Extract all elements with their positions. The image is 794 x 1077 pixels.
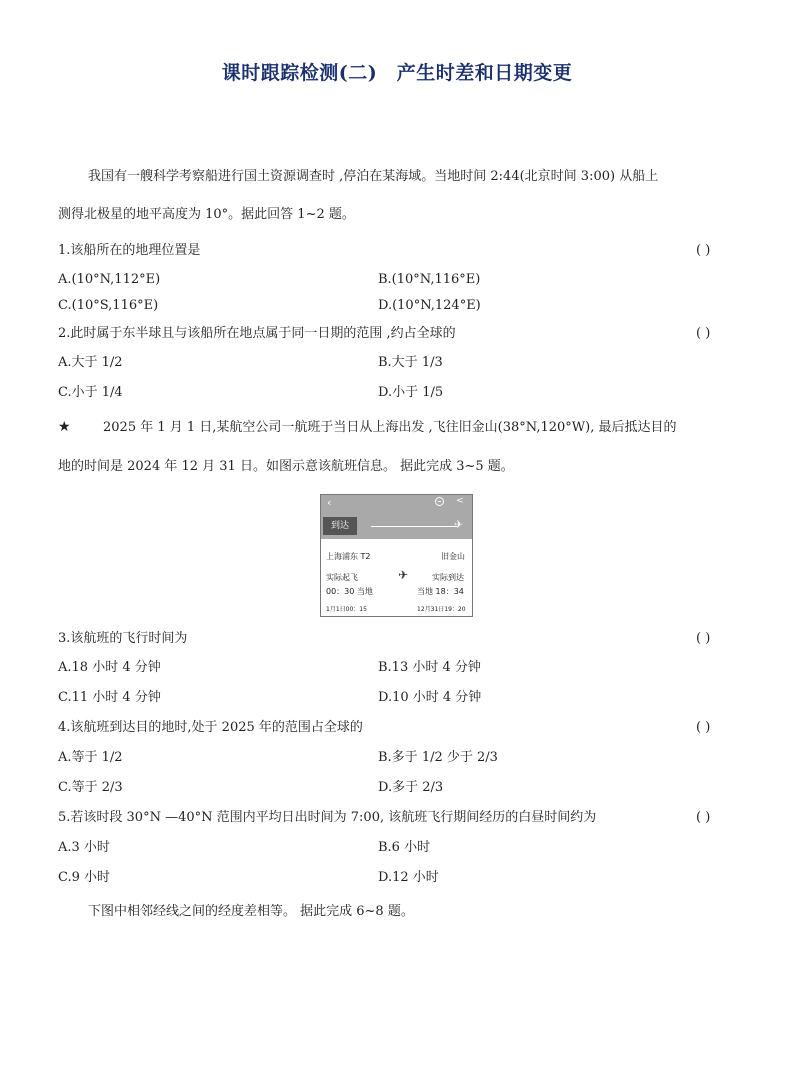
passage-2-line-2: 地的时间是 2024 年 12 月 31 日。如图示意该航班信息。 据此完成 3~5 题。 <box>58 459 514 474</box>
origin-airport: 上海浦东 T2 <box>326 552 371 561</box>
q5-option-c: C.9 小时 <box>58 870 111 885</box>
q2-option-a: A.大于 1/2 <box>58 355 123 370</box>
arrival-label: 实际到达 <box>432 573 464 582</box>
q5-option-a: A.3 小时 <box>58 840 110 855</box>
q1-option-c: C.(10°S,116°E) <box>58 298 159 313</box>
plane-icon: ✈ <box>454 518 464 531</box>
arrive-tag: 到达 <box>323 517 357 535</box>
arrival-time: 当地 18：34 <box>417 587 464 596</box>
q4-option-a: A.等于 1/2 <box>58 750 123 765</box>
plane-icon: ✈ <box>398 568 409 582</box>
card-header <box>321 495 472 539</box>
arrival-date: 12月31日19：20 <box>417 606 466 613</box>
q2-option-b: B.大于 1/3 <box>378 355 443 370</box>
q3-option-a: A.18 小时 4 分钟 <box>58 660 161 675</box>
route-line <box>371 526 457 527</box>
q2-option-c: C.小于 1/4 <box>58 385 123 400</box>
page-title: 课时跟踪检测(二) 产生时差和日期变更 <box>221 62 573 84</box>
passage-2-line-1: 2025 年 1 月 1 日,某航空公司一航班于当日从上海出发 ,飞往旧金山(38°N,120°W), 最后抵达目的 <box>103 420 677 435</box>
flight-info-card <box>320 494 473 617</box>
q4-option-c: C.等于 2/3 <box>58 780 123 795</box>
answer-bracket: ( ) <box>696 720 711 735</box>
q4-option-b: B.多于 1/2 少于 2/3 <box>378 750 498 765</box>
q3-option-d: D.10 小时 4 分钟 <box>378 690 482 705</box>
back-icon: ‹ <box>327 496 332 509</box>
q1-option-d: D.(10°N,124°E) <box>378 298 481 313</box>
share-icon: < <box>456 496 464 506</box>
q5-option-b: B.6 小时 <box>378 840 431 855</box>
q5-option-d: D.12 小时 <box>378 870 439 885</box>
q2-option-d: D.小于 1/5 <box>378 385 444 400</box>
q1-option-b: B.(10°N,116°E) <box>378 272 481 287</box>
departure-date: 1月1日00：15 <box>326 606 367 613</box>
departure-label: 实际起飞 <box>326 573 358 582</box>
passage-3: 下图中相邻经线之间的经度差相等。 据此完成 6~8 题。 <box>88 904 414 919</box>
answer-bracket: ( ) <box>696 326 711 341</box>
question-5-stem: 5.若该时段 30°N —40°N 范围内平均日出时间为 7:00, 该航班飞行期间经历的白昼时间约为 <box>58 810 597 825</box>
answer-bracket: ( ) <box>696 631 711 646</box>
passage-1-line-1: 我国有一艘科学考察船进行国土资源调查时 ,停泊在某海域。当地时间 2:44(北京时间 3:00) 从船上 <box>88 169 659 184</box>
answer-bracket: ( ) <box>696 810 711 825</box>
passage-1-line-2: 测得北极星的地平高度为 10°。据此回答 1~2 题。 <box>58 207 355 222</box>
question-1-stem: 1.该船所在的地理位置是 <box>58 243 201 258</box>
minus-circle-icon <box>435 497 444 506</box>
q3-option-b: B.13 小时 4 分钟 <box>378 660 481 675</box>
question-3-stem: 3.该航班的飞行时间为 <box>58 631 188 646</box>
q3-option-c: C.11 小时 4 分钟 <box>58 690 161 705</box>
destination-city: 旧金山 <box>441 552 465 561</box>
q1-option-a: A.(10°N,112°E) <box>58 272 161 287</box>
question-4-stem: 4.该航班到达目的地时,处于 2025 年的范围占全球的 <box>58 720 363 735</box>
q4-option-d: D.多于 2/3 <box>378 780 444 795</box>
question-2-stem: 2.此时属于东半球且与该船所在地点属于同一日期的范围 ,约占全球的 <box>58 326 456 341</box>
departure-time: 00：30 当地 <box>326 587 373 596</box>
answer-bracket: ( ) <box>696 243 711 258</box>
star-icon: ★ <box>58 419 71 435</box>
